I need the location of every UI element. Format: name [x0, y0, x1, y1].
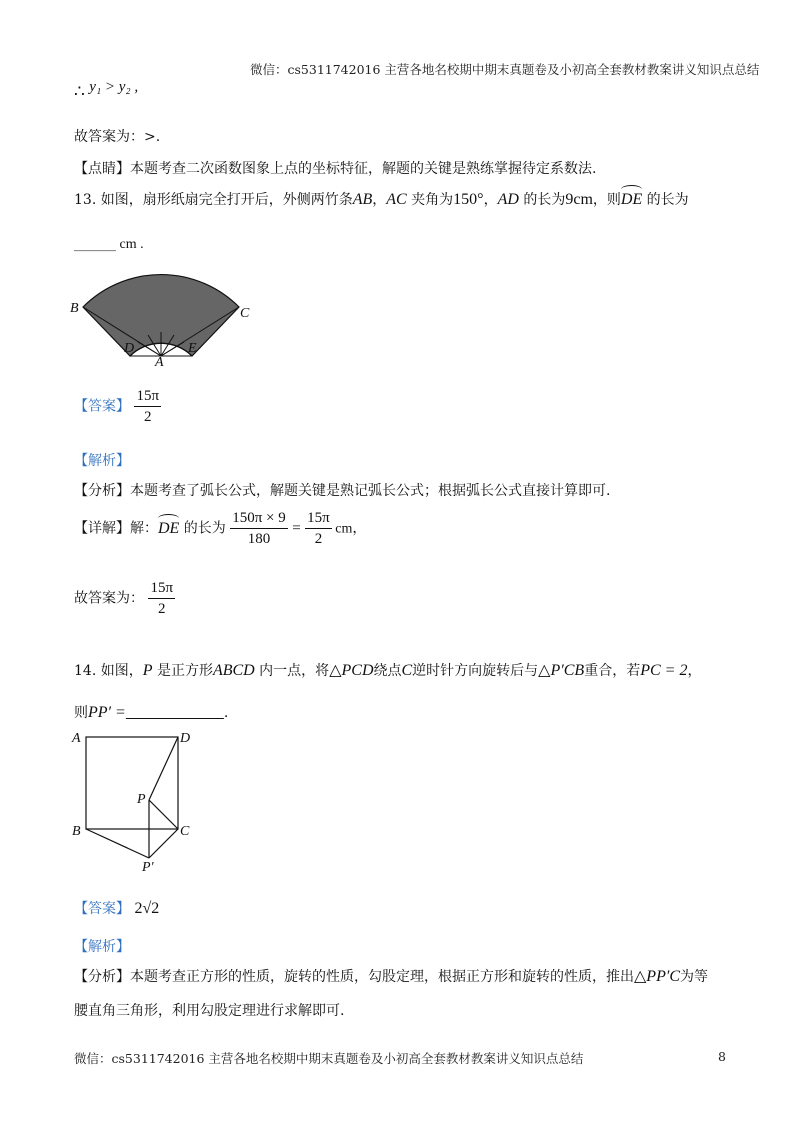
page-number: 8 — [718, 1049, 726, 1064]
q14-pp: PP′ = — [88, 704, 126, 721]
q14-analysis-tri: △PP′C — [634, 968, 681, 985]
q13-stem-d: ，则 — [592, 192, 621, 208]
q13-blank: ______ — [74, 236, 116, 252]
q13-final-den: 2 — [157, 601, 166, 617]
q13-analysis-tag: 【分析】 — [74, 483, 130, 499]
q13-detail-den: 180 — [247, 531, 271, 547]
q13-final — [74, 578, 175, 619]
q14-stem-e: 逆时针方向旋转后与 — [412, 663, 539, 679]
q14-stem-f: 重合，若 — [584, 663, 641, 679]
page-header: 微信：cs5311742016 主营各地名校期中期末真题卷及小初高全套教材教案讲义知识点总结 — [250, 62, 760, 77]
therefore-symbol: ∴ — [74, 82, 85, 102]
page-footer: 微信：cs5311742016 主营各地名校期中期末真题卷及小初高全套教材教案讲义知识点总结 — [74, 1051, 584, 1066]
q13-blank-line — [74, 234, 144, 255]
q13-comma1: ， — [372, 192, 387, 208]
q13-detail-den2: 2 — [314, 531, 323, 547]
q14-blank-line — [74, 703, 228, 723]
q12-comment — [74, 159, 596, 179]
segment-pc — [149, 800, 178, 829]
fig14-label-c: C — [180, 824, 190, 839]
fig13-label-a: A — [155, 355, 164, 370]
q14-answer-value: 2√2 — [134, 900, 160, 917]
q14-answer-tag: 【答案】 — [74, 901, 130, 917]
fan-figure — [66, 260, 266, 375]
comment-tag: 【点睛】 — [74, 161, 130, 177]
q13-final-num: 15π — [148, 578, 175, 599]
segment-bp-prime — [86, 829, 149, 858]
square-figure — [66, 725, 206, 875]
q13-ad: AD — [497, 191, 519, 208]
q13-answer-num: 15π — [134, 386, 161, 407]
q14-analysis-a: 本题考查正方形的性质，旋转的性质，勾股定理，根据正方形和旋转的性质，推出 — [130, 969, 634, 985]
q14-stem-d: 绕点 — [373, 663, 402, 679]
q13-detail-arc-de: DE — [158, 519, 180, 537]
q13-detail — [74, 508, 366, 549]
q13-detail-num: 150π × 9 — [230, 508, 288, 529]
q13-detail-fraction — [230, 508, 288, 549]
q13-stem-e: 的长为 — [642, 192, 689, 208]
q13-detail-tag: 【详解】 — [74, 520, 130, 537]
q14-analysis-b: 为等 — [680, 969, 709, 985]
q14-analysis-line2: 腰直角三角形，利用勾股定理进行求解即可. — [74, 1003, 345, 1019]
q13-analysis — [74, 481, 610, 501]
q14-analysis-tag: 【分析】 — [74, 969, 130, 985]
fig13-label-d: D — [124, 341, 135, 356]
q13-detail-b: 的长为 — [179, 520, 226, 537]
q13-answer-tag: 【答案】 — [74, 398, 130, 415]
q13-angle: 150° — [453, 191, 484, 208]
q14-analysis — [74, 967, 708, 987]
fig14-label-b: B — [72, 824, 81, 839]
q13-analysis-text: 本题考查了弧长公式，解题关键是熟记弧长公式；根据弧长公式直接计算即可. — [130, 483, 611, 499]
q14-pc: PC = 2 — [640, 662, 688, 679]
q13-ac: AC — [386, 191, 407, 208]
q13-detail-unit: cm， — [331, 521, 367, 537]
q14-stem — [74, 661, 701, 681]
q14-tri2: △P′CB — [538, 662, 585, 679]
q13-stem-a: 13. 如图，扇形纸扇完全打开后，外侧两竹条 — [74, 192, 353, 208]
fig14-label-p: P — [137, 792, 146, 807]
q14-jiexi: 【解析】 — [74, 939, 130, 955]
q13-arc-de: DE — [620, 191, 643, 208]
q12-answer-line: 故答案为：>. — [74, 129, 161, 145]
q13-final-fraction — [148, 578, 175, 619]
q13-answer-den: 2 — [143, 409, 152, 425]
therefore-line — [74, 79, 139, 103]
fig14-label-a: A — [72, 731, 81, 746]
q13-len: 9cm — [565, 191, 593, 208]
fig14-label-p-prime: P′ — [142, 860, 154, 875]
q13-detail-a: 解： — [130, 520, 158, 537]
q13-stem-b: 夹角为 — [406, 192, 454, 208]
q14-line2-a: 则 — [74, 705, 88, 721]
q14-stem-b: 是正方形 — [152, 663, 213, 679]
q14-stem-g: ， — [687, 663, 702, 679]
q13-ab: AB — [352, 191, 373, 208]
q13-detail-num2: 15π — [305, 508, 332, 529]
q13-comma2: ， — [483, 192, 498, 208]
q14-stem-a: 14. 如图， — [74, 663, 143, 679]
q14-abcd: ABCD — [212, 662, 255, 679]
q13-unit: cm . — [116, 237, 144, 252]
fig13-label-c: C — [240, 306, 250, 321]
segment-pd — [149, 737, 178, 800]
q14-stem-c: 内一点，将 — [254, 663, 330, 679]
q14-c: C — [401, 662, 413, 679]
q14-period: . — [223, 705, 229, 721]
q13-jiexi: 【解析】 — [74, 453, 130, 469]
segment-p-prime-c — [149, 829, 178, 858]
q13-final-label: 故答案为： — [74, 590, 144, 607]
fig14-label-d: D — [180, 731, 191, 746]
q13-answer-fraction — [134, 386, 161, 427]
q13-stem-c: 的长为 — [518, 192, 566, 208]
q13-stem — [74, 190, 689, 210]
q14-tri1: △PCD — [329, 662, 374, 679]
q13-answer — [74, 386, 161, 427]
q14-answer — [74, 899, 159, 919]
fig13-label-e: E — [188, 341, 197, 356]
q13-detail-eq: = — [292, 520, 301, 537]
fig13-label-b: B — [70, 301, 79, 316]
inequality: y₁ > y₂ , — [89, 79, 139, 95]
q13-detail-fraction2 — [305, 508, 332, 549]
comment-text: 本题考查二次函数图象上点的坐标特征，解题的关键是熟练掌握待定系数法. — [130, 161, 597, 177]
q14-p: P — [142, 662, 153, 679]
q14-blank: ______________ — [125, 705, 224, 721]
